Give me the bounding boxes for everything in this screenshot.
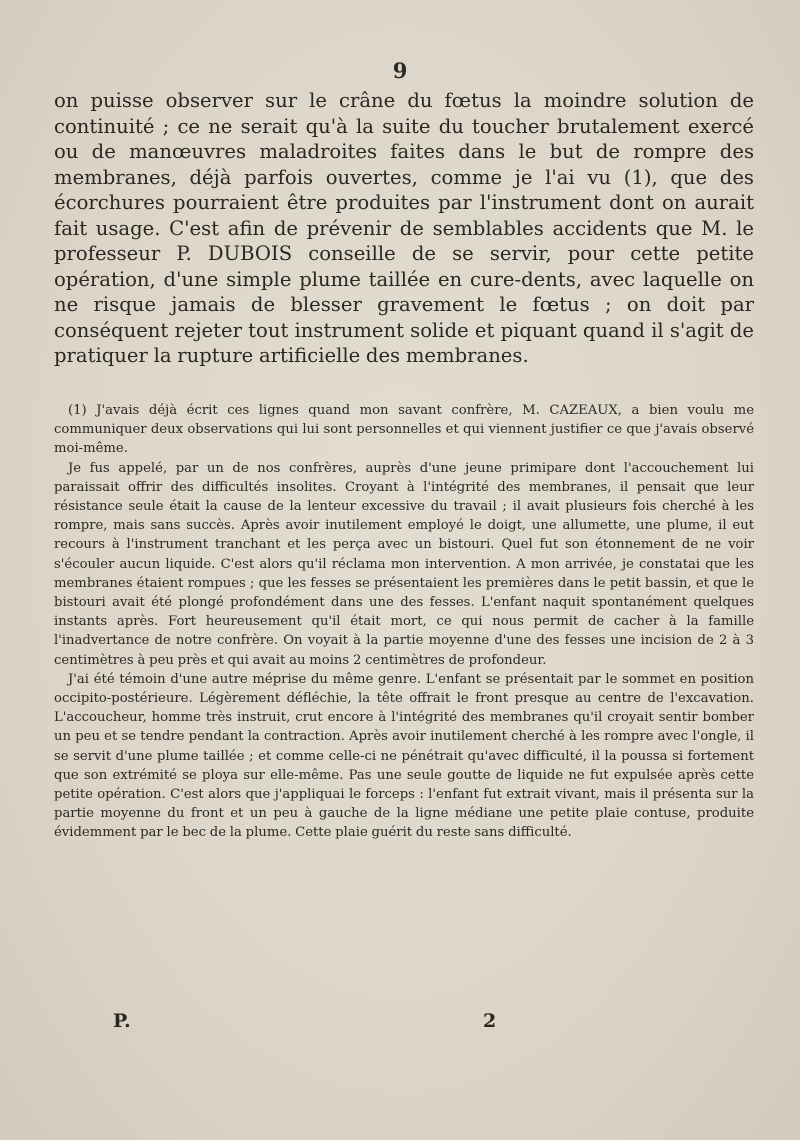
signature-number: 2 bbox=[483, 1010, 497, 1032]
signature-line bbox=[0, 1010, 800, 1034]
main-paragraph: on puisse observer sur le crâne du fœtus la moindre solution de continuité ; ce ne serait qu'à la suite du toucher brutalement exercé ou de manœuvres maladroites faites dans le but de rompre des membranes, déjà parfois ouvertes, comme je l'ai vu (1), que des écorchures pourraient être produites par l'instrument dont on aurait fait usage. C'est afin de prévenir de semblables accidents que M. le professeur P. DUBOIS conseille de se servir, pour cette petite opération, d'une simple plume taillée en cure-dents, avec laquelle on ne risque jamais de blesser gravement le fœtus ; on doit par conséquent rejeter tout instrument solide et piquant quand il s'agit de pratiquer la rupture artificielle des membranes. bbox=[54, 89, 754, 367]
signature-mark: P. bbox=[113, 1010, 131, 1032]
footnote-paragraph: (1) J'avais déjà écrit ces lignes quand mon savant confrère, M. CAZEAUX, a bien voulu me communiquer deux observations qui lui sont personnelles et qui viennent justifier ce que j'avais observé moi-même. bbox=[54, 403, 754, 457]
footnote-block bbox=[54, 401, 754, 843]
footnote-paragraph: J'ai été témoin d'une autre méprise du même genre. L'enfant se présentait par le sommet en position occipito-postérieure. Légèrement défléchie, la tête offrait le front presque au centre de l'excavation. L'accoucheur, homme très instruit, crut encore à l'intégrité des membranes qu'il croyait sentir bomber un peu et se tendre pendant la contraction. Après avoir inutilement cherché à les rompre avec l'ongle, il se servit d'une plume taillée ; et comme celle-ci ne pénétrait qu'avec difficulté, il la poussa si fortement que son extrémité se ploya sur elle-même. Pas une seule goutte de liquide ne fut expulsée après cette petite opération. C'est alors que j'appliquai le forceps : l'enfant fut extrait vivant, mais il présenta sur la partie moyenne du front et un peu à gauche de la ligne médiane une petite plaie contuse, produite évidemment par le bec de la plume. Cette plaie guérit du reste sans difficulté. bbox=[54, 671, 754, 841]
footnote-paragraph: Je fus appelé, par un de nos confrères, auprès d'une jeune primipare dont l'accouchement lui paraissait offrir des difficultés insolites. Croyant à l'intégrité des membranes, il pensait que leur résistance seule était la cause de la lenteur excessive du travail ; il avait plusieurs fois cherché à les rompre, mais sans succès. Après avoir inutilement employé le doigt, une allumette, une plume, il eut recours à l'instrument tranchant et les perça avec un bistouri. Quel fut son étonnement de ne voir s'écouler aucun liquide. C'est alors qu'il réclama mon intervention. A mon arrivée, je constatai que les membranes étaient rompues ; que les fesses se présentaient les premières dans le petit bassin, et que le bistouri avait été plongé profondément dans une des fesses. L'enfant naquit spontanément quelques instants après. Fort heureusement qu'il était mort, ce qui nous permit de cacher à la famille l'inadvertance de notre confrère. On voyait à la partie moyenne d'une des fesses une incision de 2 à 3 centimètres à peu près et qui avait au moins 2 centimètres de profondeur. bbox=[54, 460, 754, 668]
page-number: 9 bbox=[392, 58, 408, 83]
